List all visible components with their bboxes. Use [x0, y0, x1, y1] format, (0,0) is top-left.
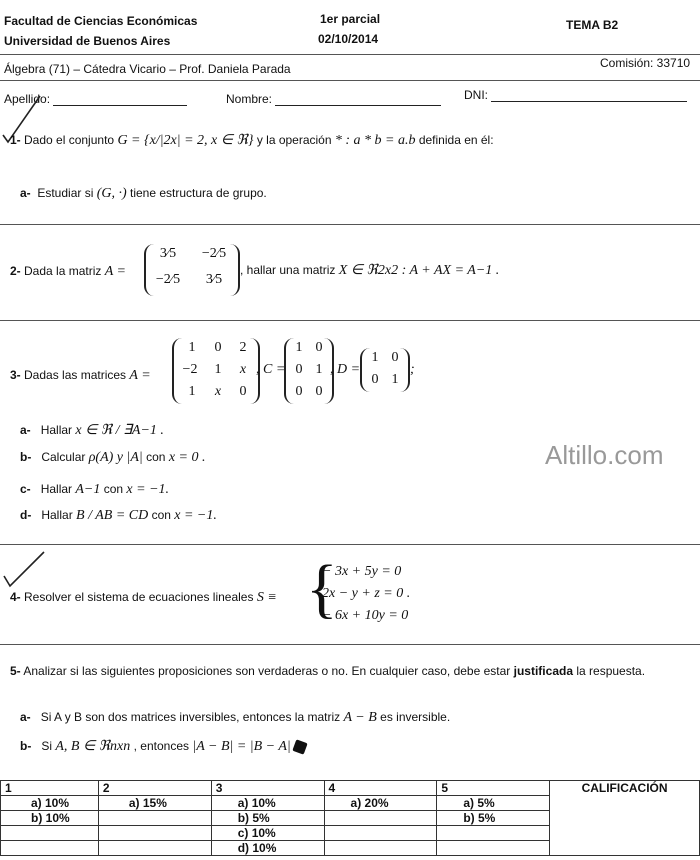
q1-set: G = {x/|2x| = 2, x ∈ ℜ} — [117, 133, 254, 148]
table-header-cell: 2 — [98, 781, 211, 796]
q4-number: 4- — [10, 590, 21, 604]
q4-statement — [10, 590, 277, 606]
q3-intro — [10, 368, 151, 384]
q3-D-cell: 1 — [371, 350, 379, 365]
q3-C-cell: 0 — [295, 362, 303, 377]
q4-system-name: S ≡ — [256, 590, 277, 605]
q2-cond: X ∈ ℜ2x2 : A + AX = A−1 . — [338, 263, 500, 278]
q4-eq-1: − 3x + 5y = 0 — [322, 564, 402, 579]
q3-b-text: Calcular — [41, 450, 86, 464]
header-divider — [0, 54, 700, 55]
q2-matrix-cell: −2⁄5 — [155, 272, 181, 287]
q4-divider — [0, 644, 700, 645]
q3-d-math2: x = −1. — [174, 508, 217, 523]
q2-condition — [240, 262, 499, 279]
university-name: Universidad de Buenos Aires — [4, 34, 171, 48]
q5-a-text2: es inversible. — [380, 710, 451, 724]
table-cell — [324, 841, 437, 856]
table-cell — [1, 826, 99, 841]
q5-item-b — [20, 738, 306, 755]
table-cell — [324, 811, 437, 826]
comision-label: Comisión: 33710 — [600, 56, 691, 70]
dni-field[interactable] — [464, 88, 687, 102]
q5-b-math: A, B ∈ ℜnxn — [55, 739, 131, 754]
q1-text-c: definida en él: — [418, 133, 494, 147]
table-cell: a) 15% — [98, 796, 211, 811]
q1-a-text-1: Estudiar si — [37, 186, 94, 200]
nombre-label: Nombre: — [226, 92, 273, 106]
q3-A-cell: x — [239, 362, 247, 377]
q3-d-text2: con — [151, 508, 171, 522]
q3-A-name: A = — [129, 368, 151, 383]
q1-a-text-2: tiene estructura de grupo. — [130, 186, 267, 200]
q4-eq-3: − 6x + 10y = 0 — [322, 608, 409, 623]
course-divider — [0, 80, 700, 81]
table-cell — [437, 826, 550, 841]
q2-matrix-cell: 3⁄5 — [159, 246, 177, 261]
handwritten-check-mark — [0, 548, 50, 592]
q2-divider — [0, 320, 700, 321]
q3-item-a — [20, 422, 164, 439]
table-cell: b) 5% — [211, 811, 324, 826]
q3-A-cell: 0 — [239, 384, 247, 399]
table-header-cell: 3 — [211, 781, 324, 796]
q3-A-cell: 0 — [214, 340, 222, 355]
q3-A-cell: x — [214, 384, 222, 399]
table-cell: a) 10% — [1, 796, 99, 811]
q5-statement — [10, 664, 645, 678]
grading-table — [0, 780, 700, 856]
q3-b-label: b- — [20, 450, 32, 464]
q3-c-math: A−1 — [75, 482, 101, 497]
q1-operation: * : a * b = a.b — [334, 133, 416, 148]
q3-matrix-D — [360, 348, 410, 392]
q4-text: Resolver el sistema de ecuaciones lineales — [24, 590, 254, 604]
q3-b-text2: con — [146, 450, 166, 464]
q1-text-a: Dado el conjunto — [24, 133, 115, 147]
q3-b-math: ρ(A) y |A| — [88, 450, 143, 465]
q3-item-d — [20, 508, 217, 524]
q3-matrix-A — [172, 338, 260, 404]
faculty-name: Facultad de Ciencias Económicas — [4, 14, 198, 28]
q5-a-label: a- — [20, 710, 31, 724]
q3-A-cell: 1 — [188, 384, 196, 399]
table-header-cell: 4 — [324, 781, 437, 796]
q3-matrix-C — [284, 338, 334, 404]
q3-A-cell: −2 — [182, 362, 198, 377]
q3-text-a: Dadas las matrices — [24, 368, 127, 382]
q2-text-b: , hallar una matriz — [240, 263, 336, 277]
table-cell: a) 10% — [211, 796, 324, 811]
q3-a-math: x ∈ ℜ / ∃A−1 . — [75, 423, 164, 438]
table-cell — [98, 826, 211, 841]
q5-item-a — [20, 710, 450, 726]
dni-blank[interactable] — [491, 101, 687, 102]
table-cell — [98, 811, 211, 826]
table-cell: b) 10% — [1, 811, 99, 826]
watermark-logo: Altillo.com — [545, 440, 664, 470]
q3-d-label: d- — [20, 508, 32, 522]
q3-c-math2: x = −1. — [126, 482, 170, 497]
q3-item-b — [20, 450, 205, 466]
q1-number: 1- — [10, 133, 21, 147]
table-cell: c) 10% — [211, 826, 324, 841]
table-header-row — [1, 781, 700, 796]
q3-D-name: , D = — [330, 362, 361, 377]
q5-text-bold: justificada — [513, 664, 573, 678]
q3-d-text: Hallar — [41, 508, 73, 522]
q2-matrix-cell: 3⁄5 — [205, 272, 223, 287]
q5-text-a: Analizar si las siguientes proposiciones son verdaderas o no. En cualquier caso, debe estar — [23, 664, 511, 678]
q3-D-cell: 1 — [391, 372, 399, 387]
q3-number: 3- — [10, 368, 21, 382]
q1-a-label: a- — [20, 186, 31, 200]
q3-A-cell: 1 — [188, 340, 196, 355]
q5-b-label: b- — [20, 739, 32, 753]
nombre-field[interactable] — [226, 92, 441, 106]
q5-a-text: Si A y B son dos matrices inversibles, entonces la matriz — [40, 710, 341, 724]
table-cell: a) 5% — [437, 796, 550, 811]
q3-a-label: a- — [20, 423, 31, 437]
dni-label: DNI: — [464, 88, 488, 102]
q5-number: 5- — [10, 664, 21, 678]
q3-b-math2: x = 0 . — [168, 450, 206, 465]
course-line: Álgebra (71) – Cátedra Vicario – Prof. Daniela Parada — [4, 62, 291, 76]
table-cell: a) 20% — [324, 796, 437, 811]
q3-d-math: B / AB = CD — [76, 508, 149, 523]
q1-statement — [10, 132, 494, 149]
calificacion-header: CALIFICACIÓN — [550, 781, 700, 856]
q3-C-cell: 0 — [315, 384, 323, 399]
q3-C-name: , C = — [256, 362, 286, 377]
q5-b-math2: |A − B| = |B − A| — [192, 739, 291, 754]
q3-c-label: c- — [20, 482, 31, 496]
q1-divider — [0, 224, 700, 225]
q3-A-cell: 2 — [239, 340, 247, 355]
table-cell — [437, 841, 550, 856]
q3-D-cell: 0 — [371, 372, 379, 387]
table-cell: d) 10% — [211, 841, 324, 856]
q3-item-c — [20, 482, 169, 498]
q2-number: 2- — [10, 264, 21, 278]
exam-date: 02/10/2014 — [318, 32, 379, 46]
apellido-blank[interactable] — [53, 105, 187, 106]
nombre-blank[interactable] — [275, 105, 441, 106]
q3-C-cell: 0 — [315, 340, 323, 355]
q2-matrix — [144, 244, 240, 296]
q1-text-b: y la operación — [256, 133, 332, 147]
q3-c-text2: con — [103, 482, 124, 496]
q4-eq-2: 2x − y + z = 0 . — [322, 586, 411, 601]
table-cell: b) 5% — [437, 811, 550, 826]
table-cell — [324, 826, 437, 841]
q3-C-cell: 1 — [315, 362, 323, 377]
ink-blot — [292, 739, 307, 754]
q5-text-b: la respuesta. — [576, 664, 646, 678]
q5-a-math: A − B — [343, 710, 377, 725]
apellido-label: Apellido: — [4, 92, 51, 106]
q4-brace: { — [306, 552, 338, 625]
q5-b-text2: , entonces — [133, 739, 189, 753]
q2-matrix-name: A = — [104, 264, 126, 279]
q3-C-cell: 0 — [295, 384, 303, 399]
q2-intro — [10, 264, 126, 280]
q5-b-text: Si — [41, 739, 53, 753]
q3-divider — [0, 544, 700, 545]
q3-end: ; — [410, 362, 415, 377]
table-header-cell: 5 — [437, 781, 550, 796]
q1-a-math: (G, ·) — [96, 186, 127, 201]
q3-D-cell: 0 — [391, 350, 399, 365]
q1-item-a — [20, 186, 267, 202]
q3-A-cell: 1 — [214, 362, 222, 377]
tema-label: TEMA B2 — [566, 18, 619, 32]
table-cell — [1, 841, 99, 856]
q3-C-cell: 1 — [295, 340, 303, 355]
q3-c-text: Hallar — [40, 482, 73, 496]
q2-text-a: Dada la matriz — [24, 264, 102, 278]
q2-matrix-cell: −2⁄5 — [201, 246, 227, 261]
table-header-cell: 1 — [1, 781, 99, 796]
q3-a-text: Hallar — [40, 423, 73, 437]
table-cell — [98, 841, 211, 856]
exam-name: 1er parcial — [320, 12, 381, 26]
